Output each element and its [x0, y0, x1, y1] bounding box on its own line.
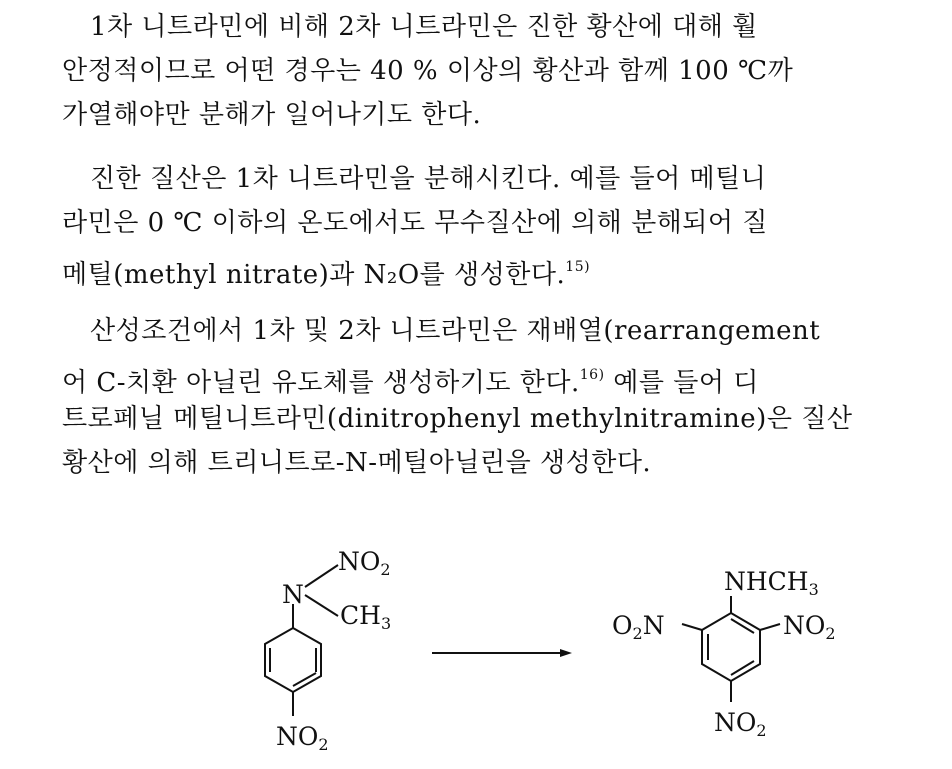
- product-bottom-no2-label: $NO_2$: [714, 708, 767, 740]
- reactant-no2-bond: [305, 565, 338, 587]
- product-left-no2-bond: [682, 624, 702, 630]
- text-line: 진한 질산은 1차 니트라민을 분해시킨다. 예를 들어 메틸니: [90, 164, 767, 194]
- reactant-n-label: N: [282, 580, 304, 609]
- reactant-bottom-no2-label: $NO_2$: [276, 722, 329, 754]
- product-right-no2-label: $NO_2$: [783, 611, 836, 643]
- text-line: 1차 니트라민에 비해 2차 니트라민은 진한 황산에 대해 훨: [90, 12, 758, 42]
- reactant-double-bond: [293, 673, 316, 686]
- text-span: 메틸(methyl nitrate)과 N₂O를 생성한다.: [62, 260, 566, 290]
- text-line: [62, 358, 759, 400]
- reactant-ch3-bond: [305, 595, 338, 616]
- reference-marker: 16): [579, 367, 605, 383]
- text-span: 어 C-치환 아닐린 유도체를 생성하기도 한다.: [62, 368, 580, 398]
- product-left-no2-label: $O_2N$: [612, 611, 665, 643]
- text-line: [62, 250, 590, 292]
- product-structure: [682, 596, 780, 702]
- product-double-bond: [731, 661, 754, 675]
- reaction-scheme-svg: [0, 520, 952, 769]
- reactant-ch3-label: $CH_3$: [340, 601, 392, 633]
- reference-marker: 15): [565, 259, 591, 275]
- product-right-no2-bond: [760, 624, 780, 630]
- text-span: 예를 들어 디: [604, 368, 759, 398]
- text-line: 가열해야만 분해가 일어나기도 한다.: [62, 100, 482, 130]
- reaction-arrow: [432, 649, 572, 657]
- text-line: 황산에 의해 트리니트로-N-메틸아닐린을 생성한다.: [62, 448, 652, 478]
- text-line: 안정적이므로 어떤 경우는 40 % 이상의 황산과 함께 100 ℃까: [62, 56, 794, 86]
- product-benzene-ring: [702, 613, 760, 681]
- reactant-benzene-ring: [265, 628, 321, 692]
- product-double-bond: [731, 619, 754, 633]
- text-line: 트로페닐 메틸니트라민(dinitrophenyl methylnitramine)은 질산: [62, 404, 853, 434]
- reaction-scheme: [0, 520, 952, 769]
- product-nhch3-label: $NHCH_3$: [724, 567, 819, 599]
- text-line: 라민은 0 ℃ 이하의 온도에서도 무수질산에 의해 분해되어 질: [62, 208, 768, 238]
- reactant-no2-label: $NO_2$: [338, 547, 391, 579]
- text-line: 산성조건에서 1차 및 2차 니트라민은 재배열(rearrangement: [90, 316, 821, 346]
